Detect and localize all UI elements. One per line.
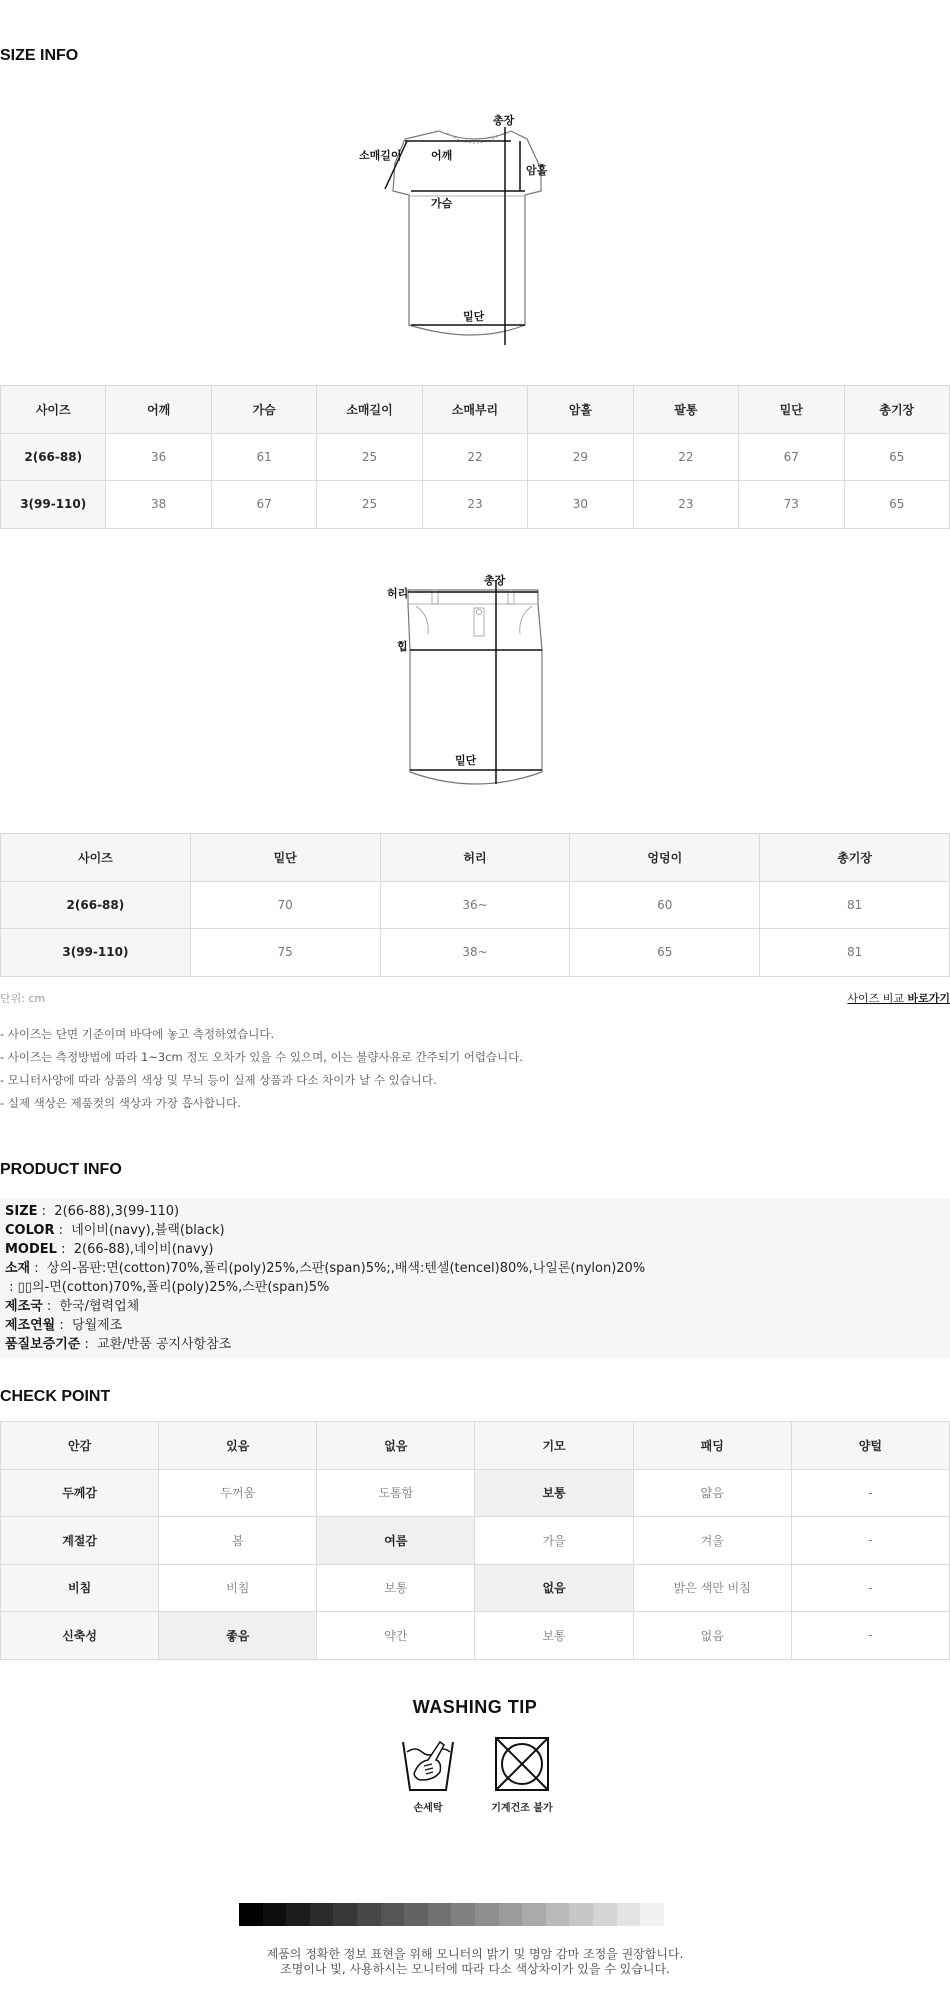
check-row-header: 두께감 xyxy=(1,1469,159,1517)
header-cell: 팔통 xyxy=(633,386,738,434)
table-cell: 73 xyxy=(739,481,844,529)
check-option: - xyxy=(791,1469,949,1517)
product-info-label: 품질보증기준 xyxy=(5,1337,81,1352)
size-notes xyxy=(0,1023,523,1115)
tshirt-outline xyxy=(393,131,541,335)
gray-swatch xyxy=(310,1903,334,1926)
check-option: 두꺼움 xyxy=(159,1469,317,1517)
label-shoulder: 어깨 xyxy=(431,149,453,162)
product-info-value: 당월제조 xyxy=(72,1318,123,1333)
table-cell: 25 xyxy=(317,433,422,481)
table-row xyxy=(1,929,950,977)
product-info-row: 품질보증기준 : 교환/반품 공지사항참조 xyxy=(5,1337,232,1352)
gray-swatch xyxy=(357,1903,381,1926)
gray-scale-strip xyxy=(239,1903,664,1926)
gray-swatch xyxy=(475,1903,499,1926)
check-option: 없음 xyxy=(633,1612,791,1660)
table-cell: 36~ xyxy=(380,881,570,929)
check-option: 있음 xyxy=(159,1422,317,1470)
product-info-row: 소재 : 상의-몸판:면(cotton)70%,폴리(poly)25%,스판(span)5%;,배색:텐셀(tencel)80%,나일론(nylon)20% xyxy=(5,1261,646,1276)
product-info-value: 2(66-88),3(99-110) xyxy=(54,1204,180,1219)
header-cell: 가슴 xyxy=(211,386,316,434)
check-option: 좋음 xyxy=(159,1612,317,1660)
label-sleeve-length: 소매길이 xyxy=(359,149,402,162)
gray-swatch xyxy=(451,1903,475,1926)
check-row xyxy=(1,1564,950,1612)
size-cell: 3(99-110) xyxy=(1,929,191,977)
product-info-row: MODEL : 2(66-88),네이비(navy) xyxy=(5,1242,214,1257)
note-line: - 실제 색상은 제품컷의 색상과 가장 흡사합니다. xyxy=(0,1096,241,1110)
product-info-row: 제조연월 : 당월제조 xyxy=(5,1318,123,1333)
disclaimer-line: 제품의 정확한 정보 표현을 위해 모니터의 밝기 및 명암 감마 조정을 권장합니다. xyxy=(266,1947,684,1961)
product-info-label: MODEL xyxy=(5,1242,57,1257)
compare-link-bold: 바로가기 xyxy=(907,992,950,1005)
check-option: - xyxy=(791,1612,949,1660)
header-cell: 사이즈 xyxy=(1,386,106,434)
table-cell: 22 xyxy=(422,433,527,481)
gray-swatch xyxy=(286,1903,310,1926)
top-size-table xyxy=(0,385,950,529)
table-cell: 25 xyxy=(317,481,422,529)
check-option: 양털 xyxy=(791,1422,949,1470)
check-row-header: 신축성 xyxy=(1,1612,159,1660)
check-row xyxy=(1,1422,950,1470)
table-row xyxy=(1,881,950,929)
size-info-title: SIZE INFO xyxy=(0,47,79,64)
table-cell: 65 xyxy=(844,433,950,481)
check-option: 가을 xyxy=(475,1517,633,1565)
table-cell: 60 xyxy=(570,881,760,929)
header-cell: 총기장 xyxy=(760,834,950,882)
compare-link-prefix: 사이즈 비교 xyxy=(847,992,908,1005)
label-total-length: 총장 xyxy=(493,114,515,127)
table-cell: 81 xyxy=(760,929,950,977)
header-cell: 사이즈 xyxy=(1,834,191,882)
header-cell: 암홀 xyxy=(528,386,633,434)
table-cell: 67 xyxy=(211,481,316,529)
header-cell: 엉덩이 xyxy=(570,834,760,882)
gray-swatch xyxy=(522,1903,546,1926)
check-option: 겨울 xyxy=(633,1517,791,1565)
product-info-value: : ▯▯의-면(cotton)70%,폴리(poly)25%,스판(span)5% xyxy=(9,1280,330,1295)
gray-swatch xyxy=(333,1903,357,1926)
gray-swatch xyxy=(640,1903,664,1926)
table-cell: 38~ xyxy=(380,929,570,977)
product-info-row: SIZE : 2(66-88),3(99-110) xyxy=(5,1204,180,1219)
product-info-label: 소재 xyxy=(5,1261,31,1276)
label-hem: 밑단 xyxy=(455,754,477,767)
label-hip: 힙 xyxy=(397,640,408,653)
size-compare-link[interactable] xyxy=(847,990,950,1006)
check-row-header: 계절감 xyxy=(1,1517,159,1565)
size-cell: 2(66-88) xyxy=(1,433,106,481)
product-info-label: COLOR xyxy=(5,1223,55,1238)
table-cell: 61 xyxy=(211,433,316,481)
gray-swatch xyxy=(499,1903,523,1926)
table-cell: 38 xyxy=(106,481,211,529)
check-option: 없음 xyxy=(475,1564,633,1612)
top-size-diagram xyxy=(355,113,565,353)
header-cell: 소매길이 xyxy=(317,386,422,434)
check-option: 보통 xyxy=(475,1469,633,1517)
washing-tip-title: WASHING TIP xyxy=(412,1697,538,1717)
note-line: - 사이즈는 측정방법에 따라 1~3cm 정도 오차가 있을 수 있으며, 이는 불량사유로 간주되기 어렵습니다. xyxy=(0,1050,523,1064)
note-line: - 모니터사양에 따라 상품의 색상 및 무늬 등이 실제 상품과 다소 차이가 날 수 있습니다. xyxy=(0,1073,437,1087)
table-cell: 65 xyxy=(844,481,950,529)
skirt-size-table xyxy=(0,833,950,977)
table-cell: 67 xyxy=(739,433,844,481)
check-row xyxy=(1,1612,950,1660)
check-option: 비침 xyxy=(159,1564,317,1612)
check-row xyxy=(1,1469,950,1517)
size-cell: 3(99-110) xyxy=(1,481,106,529)
gray-swatch xyxy=(546,1903,570,1926)
check-option: 밝은 색만 비침 xyxy=(633,1564,791,1612)
size-cell: 2(66-88) xyxy=(1,881,191,929)
table-cell: 23 xyxy=(633,481,738,529)
disclaimer-line: 조명이나 빛, 사용하시는 모니터에 따라 다소 색상차이가 있을 수 있습니다. xyxy=(280,1962,670,1976)
check-option: 패딩 xyxy=(633,1422,791,1470)
product-info-label: SIZE xyxy=(5,1204,38,1219)
skirt-size-diagram xyxy=(380,570,560,795)
product-info-row: COLOR : 네이비(navy),블랙(black) xyxy=(5,1223,225,1238)
hand-wash-symbol xyxy=(398,1736,458,1814)
table-row xyxy=(1,433,950,481)
product-info-label: 제조국 xyxy=(5,1299,43,1314)
check-point-table xyxy=(0,1421,950,1660)
gray-swatch xyxy=(593,1903,617,1926)
check-option: 얇음 xyxy=(633,1469,791,1517)
product-info-value: 네이비(navy),블랙(black) xyxy=(71,1223,225,1238)
monitor-disclaimer xyxy=(0,1947,950,1977)
table-cell: 23 xyxy=(422,481,527,529)
header-cell: 총기장 xyxy=(844,386,950,434)
product-info-value: 상의-몸판:면(cotton)70%,폴리(poly)25%,스판(span)5%;,배색:텐셀(tencel)80%,나일론(nylon)20% xyxy=(46,1261,646,1276)
no-tumble-dry-icon xyxy=(494,1736,550,1792)
table-cell: 29 xyxy=(528,433,633,481)
table-cell: 30 xyxy=(528,481,633,529)
check-option: 봄 xyxy=(159,1517,317,1565)
check-option: 기모 xyxy=(475,1422,633,1470)
gray-swatch xyxy=(404,1903,428,1926)
header-cell: 어깨 xyxy=(106,386,211,434)
gray-swatch xyxy=(381,1903,405,1926)
check-option: 없음 xyxy=(317,1422,475,1470)
product-info-value: 2(66-88),네이비(navy) xyxy=(73,1242,214,1257)
header-cell: 밑단 xyxy=(190,834,380,882)
label-total-length: 총장 xyxy=(484,574,506,587)
product-info-title: PRODUCT INFO xyxy=(0,1161,122,1178)
table-row xyxy=(1,481,950,529)
header-cell: 소매부리 xyxy=(422,386,527,434)
skirt-diagram-svg xyxy=(380,570,560,795)
check-option: 약간 xyxy=(317,1612,475,1660)
hand-wash-label: 손세탁 xyxy=(413,1803,443,1814)
product-info-label: 제조연월 xyxy=(5,1318,56,1333)
label-waist: 허리 xyxy=(387,587,409,600)
header-cell: 밑단 xyxy=(739,386,844,434)
table-header-row xyxy=(1,834,950,882)
table-cell: 36 xyxy=(106,433,211,481)
tshirt-diagram-svg xyxy=(355,113,565,353)
table-cell: 70 xyxy=(190,881,380,929)
check-point-title: CHECK POINT xyxy=(0,1388,111,1405)
product-info-row xyxy=(5,1278,945,1297)
check-row-header: 안감 xyxy=(1,1422,159,1470)
label-armhole: 암홀 xyxy=(526,164,548,177)
product-info-box xyxy=(0,1198,950,1358)
no-dryer-symbol xyxy=(482,1736,562,1814)
check-option: 보통 xyxy=(317,1564,475,1612)
check-option: 도톰함 xyxy=(317,1469,475,1517)
gray-swatch xyxy=(239,1903,263,1926)
table-cell: 75 xyxy=(190,929,380,977)
product-info-row: 제조국 : 한국/협력업체 xyxy=(5,1299,140,1314)
table-cell: 65 xyxy=(570,929,760,977)
check-row-header: 비침 xyxy=(1,1564,159,1612)
check-option: - xyxy=(791,1564,949,1612)
gray-swatch xyxy=(428,1903,452,1926)
product-info-value: 교환/반품 공지사항참조 xyxy=(97,1337,232,1352)
check-row xyxy=(1,1517,950,1565)
gray-swatch xyxy=(569,1903,593,1926)
no-dryer-label: 기계건조 불가 xyxy=(491,1803,553,1814)
label-hem: 밑단 xyxy=(463,310,485,323)
gray-swatch xyxy=(263,1903,287,1926)
unit-note: 단위: cm xyxy=(0,992,46,1005)
check-option: - xyxy=(791,1517,949,1565)
hand-wash-icon xyxy=(400,1736,456,1792)
note-line: - 사이즈는 단면 기준이며 바닥에 놓고 측정하였습니다. xyxy=(0,1027,275,1041)
table-header-row xyxy=(1,386,950,434)
product-info-value: 한국/협력업체 xyxy=(59,1299,140,1314)
table-cell: 22 xyxy=(633,433,738,481)
gray-swatch xyxy=(617,1903,641,1926)
check-option: 여름 xyxy=(317,1517,475,1565)
header-cell: 허리 xyxy=(380,834,570,882)
label-chest: 가슴 xyxy=(431,197,453,210)
table-cell: 81 xyxy=(760,881,950,929)
check-option: 보통 xyxy=(475,1612,633,1660)
